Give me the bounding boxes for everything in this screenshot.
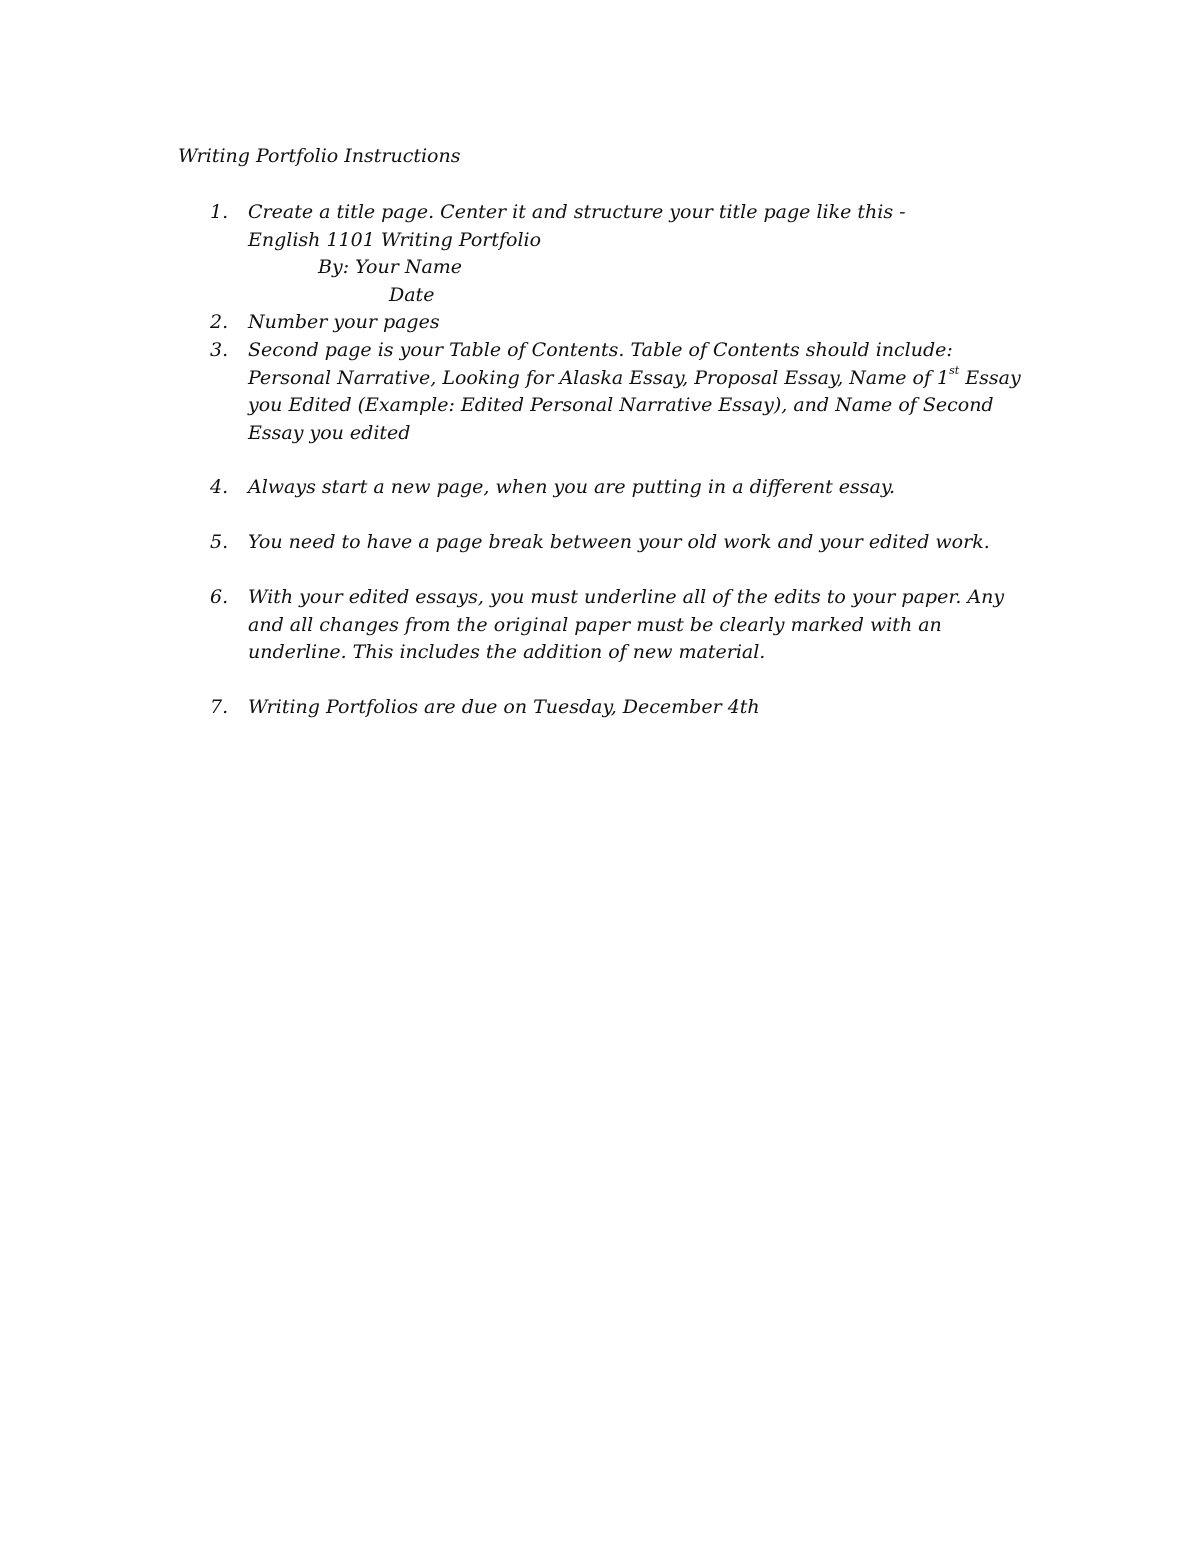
list-item-text: and all changes from the original paper must be clearly marked with an <box>248 613 942 636</box>
list-item-body <box>248 337 1048 447</box>
list-item-text: Always start a new page, when you are putting in a different essay. <box>248 476 896 498</box>
list-item-text: Writing Portfolios are due on Tuesday, December 4th <box>248 696 760 718</box>
ordinal-superscript: st <box>949 364 960 378</box>
list-number: 2. <box>210 311 229 333</box>
list-item-text: Second page is your Table of Contents. Table of Contents should include: <box>248 339 953 361</box>
list-item-text: You need to have a page break between your old work and your edited work. <box>248 531 990 553</box>
list-number: 7. <box>210 696 229 718</box>
list-item-text: With your edited essays, you must underline all of the edits to your paper. Any <box>248 586 1005 608</box>
list-number: 4. <box>210 476 229 498</box>
list-item-text: underline. This includes the addition of new material. <box>248 641 766 663</box>
list-item-text: Essay <box>959 366 1021 389</box>
document-title: Writing Portfolio Instructions <box>178 145 461 167</box>
list-number: 6. <box>210 586 229 608</box>
list-item-text: Personal Narrative, Looking for Alaska Essay, Proposal Essay, Name of 1 <box>248 366 950 389</box>
list-item-text: Number your pages <box>248 311 440 333</box>
list-item-body <box>248 474 1048 502</box>
title-page-example-line: Date <box>389 283 435 306</box>
list-item-body <box>248 199 1048 309</box>
list-item-body <box>248 694 1048 722</box>
list-number: 3. <box>210 339 229 361</box>
list-number: 1. <box>210 201 229 223</box>
title-page-example-line: English 1101 Writing Portfolio <box>248 228 542 251</box>
list-number: 5. <box>210 531 229 553</box>
list-item-text: Essay you edited <box>248 421 411 444</box>
title-page-example-line: By: Your Name <box>318 256 463 278</box>
list-item-body <box>248 584 1048 667</box>
list-item-body <box>248 529 1048 557</box>
list-item-text: Create a title page. Center it and structure your title page like this - <box>248 201 906 223</box>
list-item-body <box>248 309 1048 337</box>
list-item-text: you Edited (Example: Edited Personal Narrative Essay), and Name of Second <box>248 394 994 416</box>
list-item-text-line <box>248 365 1048 393</box>
